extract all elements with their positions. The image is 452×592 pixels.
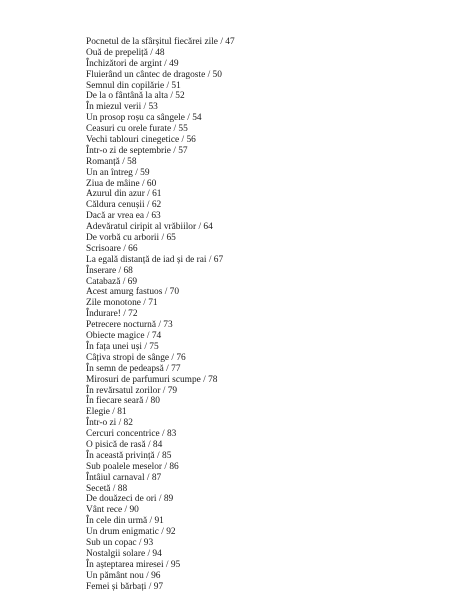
toc-entry: La egală distanță de iad și de rai / 67	[86, 254, 224, 265]
toc-entry: O pisică de rasă / 84	[86, 439, 163, 450]
toc-entry: În semn de pedeapsă / 77	[86, 363, 181, 374]
toc-entry: Pocnetul de la sfârșitul fiecărei zile / 47	[86, 37, 235, 47]
toc-entry: Catabază / 69	[86, 276, 138, 287]
toc-entry: Un prosop roșu ca sângele / 54	[86, 113, 202, 124]
toc-entry: În fața unei uși / 75	[86, 341, 159, 352]
toc-entry: În fiecare seară / 80	[86, 396, 160, 407]
toc-entry: Scrisoare / 66	[86, 243, 138, 254]
toc-entry: Un drum enigmatic / 92	[86, 527, 176, 538]
toc-entry: Ouă de prepeliță / 48	[86, 47, 165, 58]
toc-entry: Un pământ nou / 96	[86, 570, 161, 581]
toc-entry: Ceasuri cu orele furate / 55	[86, 124, 188, 135]
table-of-contents	[86, 37, 406, 592]
toc-entry: Semnul din copilărie / 51	[86, 80, 181, 91]
toc-entry: Vechi tablouri cinegetice / 56	[86, 135, 196, 146]
toc-entry: În așteptarea miresei / 95	[86, 559, 181, 570]
toc-entry: Romanță / 58	[86, 156, 137, 167]
toc-entry: Îndurare! / 72	[86, 309, 138, 320]
toc-entry: Petrecere nocturnă / 73	[86, 320, 173, 331]
toc-entry: Acest amurg fastuos / 70	[86, 287, 180, 298]
toc-entry: În cele din urmă / 91	[86, 516, 164, 527]
toc-entry: Într-o zi / 82	[86, 418, 133, 429]
toc-entry: Elegie / 81	[86, 407, 127, 418]
toc-entry: Sub un copac / 93	[86, 537, 154, 548]
toc-entry: Întâiul carnaval / 87	[86, 472, 162, 483]
toc-entry: Înserare / 68	[86, 265, 133, 276]
toc-entry: În revărsatul zorilor / 79	[86, 385, 178, 396]
toc-entry: Obiecte magice / 74	[86, 331, 162, 342]
toc-entry: Un an întreg / 59	[86, 167, 150, 178]
toc-entry: Mirosuri de parfumuri scumpe / 78	[86, 374, 218, 385]
toc-entry: De vorbă cu arborii / 65	[86, 233, 176, 244]
toc-entry: Nostalgii solare / 94	[86, 548, 162, 559]
toc-entry: Cercuri concentrice / 83	[86, 429, 177, 440]
toc-entry: Azurul din azur / 61	[86, 189, 162, 200]
toc-entry: Adevăratul ciripit al vrăbiilor / 64	[86, 222, 213, 233]
toc-entry: Fluierând un cântec de dragoste / 50	[86, 69, 222, 80]
toc-entry: În această privință / 85	[86, 450, 172, 461]
toc-entry: Închizători de argint / 49	[86, 58, 179, 69]
toc-entry: Căldura cenușii / 62	[86, 200, 162, 211]
toc-entry: Secetă / 88	[86, 483, 128, 494]
toc-entry: De la o fântână la alta / 52	[86, 91, 185, 102]
toc-entry: Într-o zi de septembrie / 57	[86, 145, 188, 156]
toc-entry: Ziua de mâine / 60	[86, 178, 157, 189]
toc-entry: Femei și bărbați / 97	[86, 581, 164, 592]
toc-entry: Zile monotone / 71	[86, 298, 158, 309]
toc-entry: În miezul verii / 53	[86, 102, 158, 113]
toc-entry: Sub poalele meselor / 86	[86, 461, 179, 472]
toc-entry: Câțiva stropi de sânge / 76	[86, 352, 186, 363]
toc-entry: De douăzeci de ori / 89	[86, 494, 174, 505]
toc-entry: Dacă ar vrea ea / 63	[86, 211, 161, 222]
toc-entry: Vânt rece / 90	[86, 505, 139, 516]
